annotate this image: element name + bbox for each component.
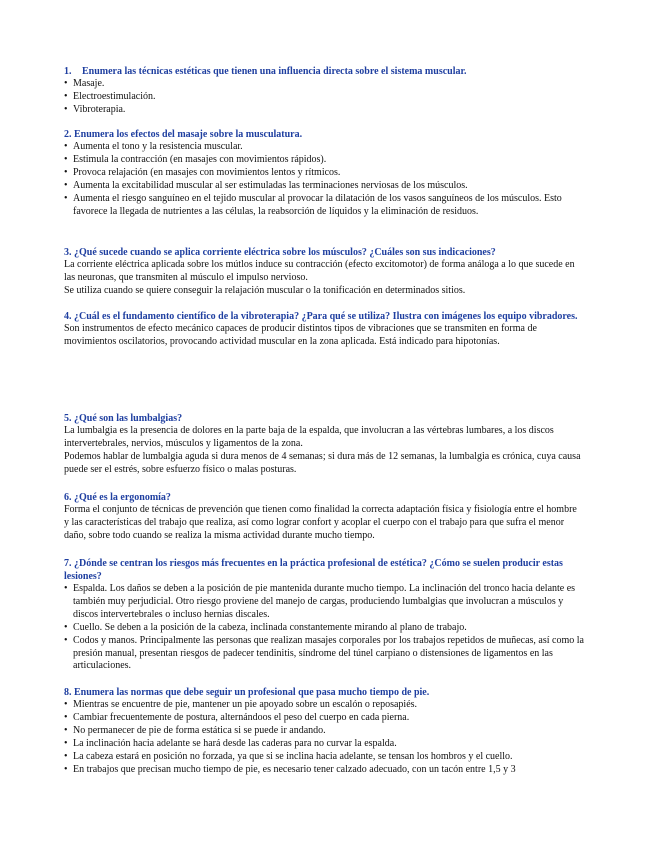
section-heading: 3. ¿Qué sucede cuando se aplica corriente eléctrica sobre los músculos? ¿Cuáles son sus indicaciones? <box>64 247 496 258</box>
list-item: • Electroestimulación. <box>64 91 584 104</box>
section-6 <box>64 491 584 543</box>
list-item: • Cambiar frecuentemente de postura, alternándoos el peso del cuerpo en cada pierna. <box>64 712 584 725</box>
paragraph: Son instrumentos de efecto mecánico capaces de producir distintos tipos de vibraciones que se transmiten en forma de movimientos oscilatorios, provocando actividad muscular en la zona aplicada. Está indicado para hipotonías. <box>64 323 537 347</box>
section-heading: 6. ¿Qué es la ergonomía? <box>64 492 171 503</box>
list-item: • Provoca relajación (en masajes con movimientos lentos y rítmicos. <box>64 167 584 180</box>
list-item: • En trabajos que precisan mucho tiempo de pie, es necesario tener calzado adecuado, con un tacón entre 1,5 y 3 <box>64 764 584 777</box>
list-item: • La cabeza estará en posición no forzada, ya que si se inclina hacia adelante, se tensan los hombros y el cuello. <box>64 751 584 764</box>
paragraph: La lumbalgia es la presencia de dolores en la parte baja de la espalda, que involucran a las vértebras lumbares, a los discos intervertebrales, nervios, músculos y ligamentos de la zona. <box>64 425 554 449</box>
list-item: • Cuello. Se deben a la posición de la cabeza, inclinada constantemente mirando al plano de trabajo. <box>64 622 584 635</box>
list-item: • Codos y manos. Principalmente las personas que realizan masajes corporales por los trabajos repetidos de muñecas, así como la presión manual, presentan riesgos de padecer tendinitis, síndrome del túnel carpiano o distensiones de ligamentos en las articulaciones. <box>64 635 584 674</box>
paragraph: Forma el conjunto de técnicas de prevención que tienen como finalidad la correcta adaptación física y fisiología entre el hombre y las características del trabajo que realiza, así como lograr confort y acoplar el cuerpo con el trabajo para que sufra el menor daño, sobre todo cuando se realiza la misma actividad durante mucho tiempo. <box>64 504 577 541</box>
list-item: • Estimula la contracción (en masajes con movimientos rápidos). <box>64 154 584 167</box>
section-heading: 2. Enumera los efectos del masaje sobre la musculatura. <box>64 129 303 140</box>
list-item: • Aumenta la excitabilidad muscular al ser estimuladas las terminaciones nerviosas de los músculos. <box>64 180 584 193</box>
section-heading: 8. Enumera las normas que debe seguir un profesional que pasa mucho tiempo de pie. <box>64 687 430 698</box>
bullet-list <box>64 78 584 117</box>
list-item: • Espalda. Los daños se deben a la posición de pie mantenida durante mucho tiempo. La inclinación del tronco hacia delante es también muy perjudicial. Otro riesgo proviene del manejo de cargas, produciendo lumbalgias que involucran a músculos y discos intervertebrales o incluso hernias discales. <box>64 583 584 622</box>
section-2 <box>64 128 584 218</box>
section-5 <box>64 412 584 477</box>
list-item: • La inclinación hacia adelante se hará desde las caderas para no curvar la espalda. <box>64 738 584 751</box>
paragraph: La corriente eléctrica aplicada sobre los mútlos induce su contracción (efecto excitomotor) de forma análoga a lo que sucede en las neuronas, que transmiten al músculo el impulso nervioso. <box>64 259 575 283</box>
section-3 <box>64 246 584 298</box>
list-item: • Aumenta el riesgo sanguíneo en el tejido muscular al provocar la dilatación de los vasos sanguíneos de los músculos. Esto favorece la llegada de nutrientes a las células, la reabsorción de líquidos y la eliminación de residuos. <box>64 193 584 219</box>
list-item: • No permanecer de pie de forma estática si se puede ir andando. <box>64 725 584 738</box>
bullet-list <box>64 583 584 673</box>
list-item: • Mientras se encuentre de pie, mantener un pie apoyado sobre un escalón o reposapiés. <box>64 699 584 712</box>
paragraph: Se utiliza cuando se quiere conseguir la relajación muscular o la tonificación en determinados sitios. <box>64 284 466 296</box>
paragraph: Podemos hablar de lumbalgia aguda si dura menos de 4 semanas; si dura más de 12 semanas, la lumbalgia es crónica, cuya causa puede ser el estrés, sobre esfuerzo físico o malas posturas. <box>64 450 581 475</box>
list-item: • Masaje. <box>64 78 584 91</box>
section-heading: 4. ¿Cuál es el fundamento científico de la vibroterapia? ¿Para qué se utiliza? Ilustra con imágenes los equipo vibradores. <box>64 311 578 322</box>
section-7 <box>64 557 584 673</box>
bullet-list <box>64 141 584 218</box>
section-8 <box>64 686 584 776</box>
section-4 <box>64 310 584 349</box>
list-item: • Vibroterapia. <box>64 104 584 117</box>
section-heading: 1. Enumera las técnicas estéticas que tienen una influencia directa sobre el sistema muscular. <box>64 66 467 77</box>
list-item: • Aumenta el tono y la resistencia muscular. <box>64 141 584 154</box>
bullet-list <box>64 699 584 776</box>
section-1 <box>64 65 584 117</box>
section-heading: 7. ¿Dónde se centran los riesgos más frecuentes en la práctica profesional de estética? ¿Cómo se suelen producir estas lesiones? <box>64 558 563 582</box>
section-heading: 5. ¿Qué son las lumbalgias? <box>64 413 183 424</box>
